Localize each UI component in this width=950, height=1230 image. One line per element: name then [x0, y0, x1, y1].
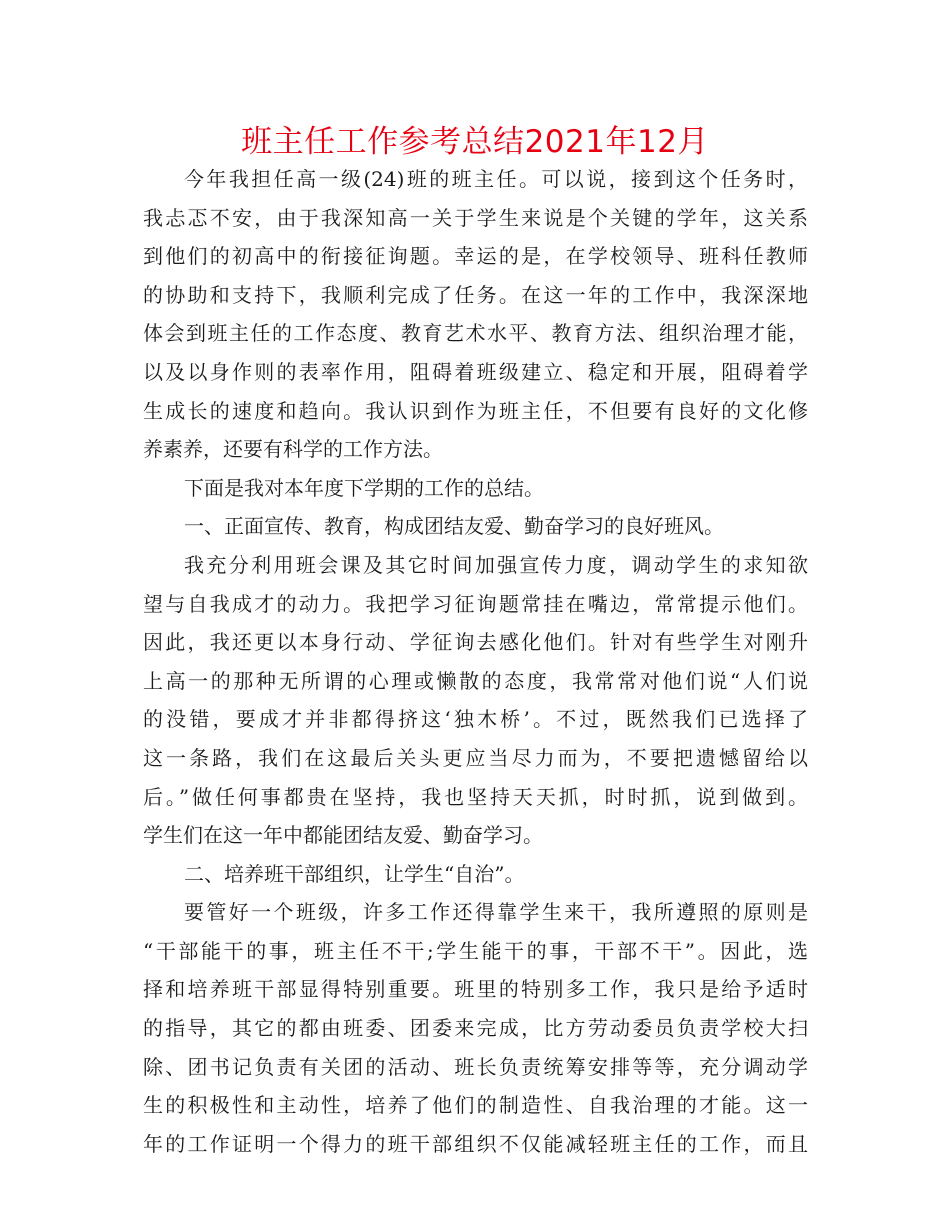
body-line: “干部能干的事，班主任不干;学生能干的事，干部不干”。因此，选: [143, 938, 808, 963]
body-line: 养素养，还要有科学的工作方法。: [143, 437, 443, 462]
body-line: 我忐忑不安，由于我深知高一关于学生来说是个关键的学年，这关系: [143, 205, 808, 230]
body-line: 望与自我成才的动力。我把学习征询题常挂在嘴边，常常提示他们。: [143, 591, 808, 616]
body-line: 的协助和支持下，我顺利完成了任务。在这一年的工作中，我深深地: [143, 282, 808, 307]
body-line: 年的工作证明一个得力的班干部组织不仅能减轻班主任的工作，而且: [143, 1131, 808, 1156]
body-line: 体会到班主任的工作态度、教育艺术水平、教育方法、组织治理才能，: [143, 321, 808, 346]
body-line: 下面是我对本年度下学期的工作的总结。: [184, 475, 544, 500]
body-line: 到他们的初高中的衔接征询题。幸运的是，在学校领导、班科任教师: [143, 244, 808, 269]
body-line: 我充分利用班会课及其它时间加强宣传力度，调动学生的求知欲: [184, 552, 808, 577]
body-line: 要管好一个班级，许多工作还得靠学生来干，我所遵照的原则是: [184, 900, 808, 925]
body-line: 后。”做任何事都贵在坚持，我也坚持天天抓，时时抓，说到做到。: [143, 784, 808, 809]
body-line: 这一条路，我们在这最后关头更应当尽力而为，不要把遗憾留给以: [143, 745, 808, 770]
document-title: 班主任工作参考总结2021年12月: [241, 124, 709, 160]
body-line: 生成长的速度和趋向。我认识到作为班主任，不但要有良好的文化修: [143, 398, 808, 423]
body-line: 的指导，其它的都由班委、团委来完成，比方劳动委员负责学校大扫: [143, 1016, 808, 1041]
body-line: 一、正面宣传、教育，构成团结友爱、勤奋学习的良好班风。: [184, 514, 724, 539]
body-line: 择和培养班干部显得特别重要。班里的特别多工作，我只是给予适时: [143, 977, 808, 1002]
body-line: 除、团书记负责有关团的活动、班长负责统筹安排等等，充分调动学: [143, 1054, 808, 1079]
body-line: 的没错，要成才并非都得挤这‘独木桥’。不过，既然我们已选择了: [143, 707, 808, 732]
document-body: [143, 160, 808, 1163]
body-line: 学生们在这一年中都能团结友爱、勤奋学习。: [143, 823, 543, 848]
body-line: 二、培养班干部组织，让学生“自治”。: [184, 861, 525, 886]
body-line: 因此，我还更以本身行动、学征询去感化他们。针对有些学生对刚升: [143, 630, 808, 655]
body-line: 以及以身作则的表率作用，阻碍着班级建立、稳定和开展，阻碍着学: [143, 359, 808, 384]
body-line: 生的积极性和主动性，培养了他们的制造性、自我治理的才能。这一: [143, 1093, 808, 1118]
body-line: 今年我担任高一级(24)班的班主任。可以说，接到这个任务时，: [184, 167, 808, 191]
body-line: 上高一的那种无所谓的心理或懒散的态度，我常常对他们说“人们说: [143, 668, 808, 693]
